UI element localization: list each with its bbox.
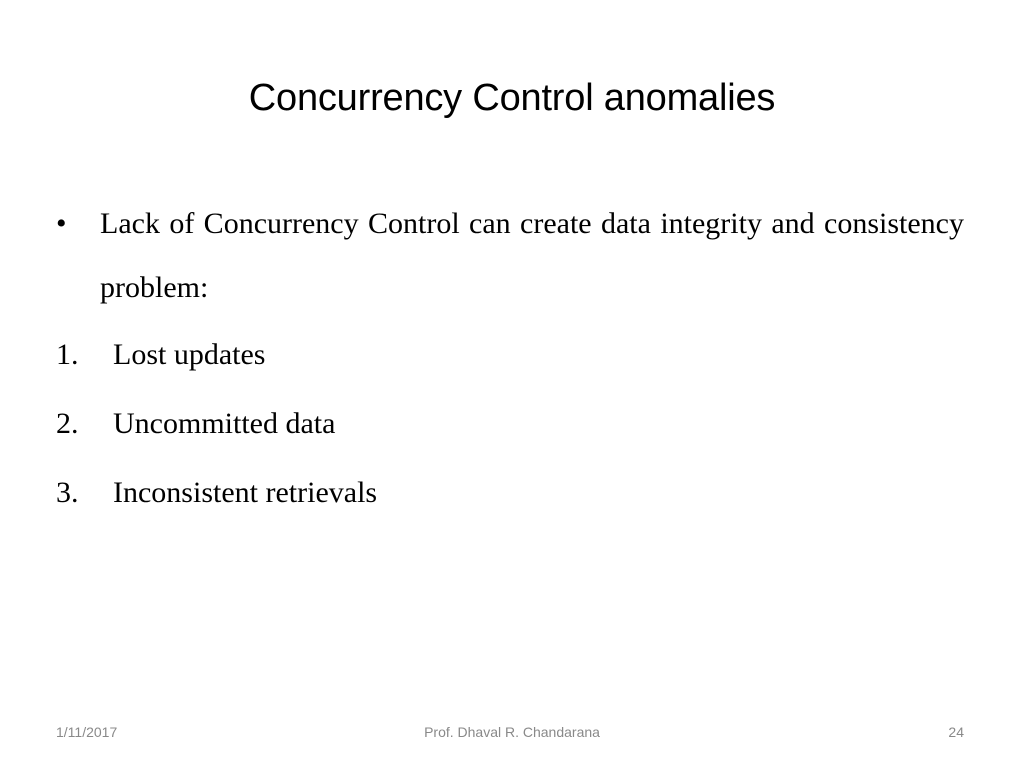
bullet-symbol: • [56,207,67,240]
list-number: 3. [56,476,79,509]
slide-body [56,192,964,527]
list-text: Lost updates [113,338,266,371]
footer-date: 1/11/2017 [56,724,118,740]
list-number: 1. [56,338,79,371]
list-text: Inconsistent retrievals [113,476,378,509]
list-text: Uncommitted data [113,407,336,440]
list-item-inconsistent-retrievals [56,458,964,527]
slide-number: 24 [948,724,964,740]
list-number: 2. [56,407,79,440]
slide-title: Concurrency Control anomalies [248,77,776,119]
list-item-lost-updates [56,320,964,389]
bullet-item [56,192,964,320]
list-item-uncommitted-data [56,389,964,458]
bullet-text: Lack of Concurrency Control can create data integrity and consistency problem: [100,207,964,304]
footer-author: Prof. Dhaval R. Chandarana [424,724,600,740]
